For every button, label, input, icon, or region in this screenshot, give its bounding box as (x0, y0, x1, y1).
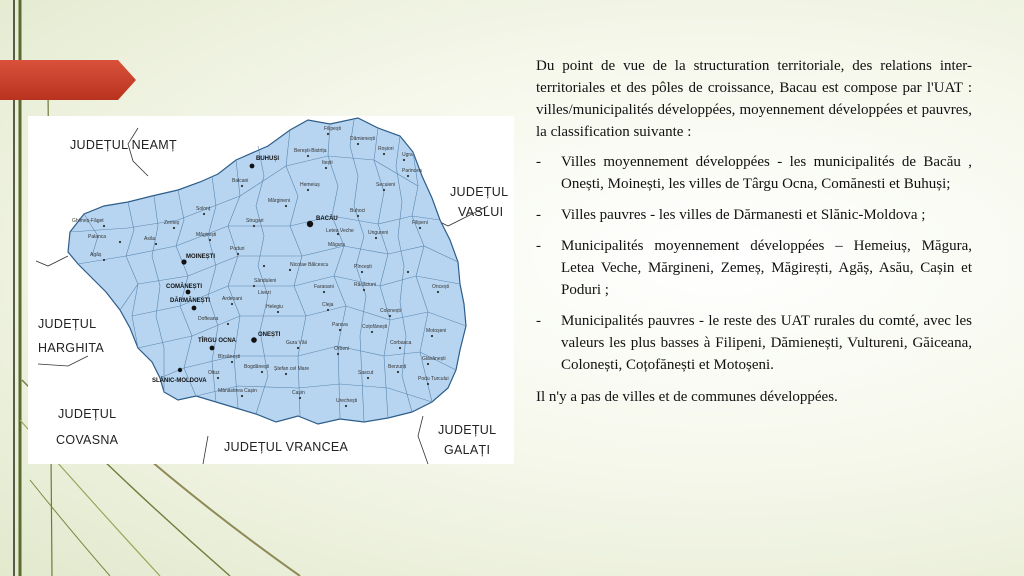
commune-label: Helegiu (266, 304, 283, 310)
commune-label: Cleja (322, 302, 334, 308)
commune-label: Oncești (432, 284, 449, 290)
commune-label: Faraoani (314, 284, 334, 290)
commune-label: Roșiori (378, 146, 394, 152)
commune-label: Palanca (88, 234, 107, 240)
county-label-harghita-2: HARGHITA (38, 341, 105, 355)
commune-label: Măgura (328, 242, 345, 248)
commune-label: Strugari (246, 218, 264, 224)
list-item (536, 204, 972, 226)
closing-paragraph: Il n'y a pas de villes et de communes développées. (536, 389, 838, 405)
county-label-vaslui-1: JUDEȚUL (450, 185, 509, 199)
commune-label: Colonești (380, 308, 401, 314)
bullet-dash: - (536, 154, 541, 170)
commune-label: Nicolae Bălcescu (290, 262, 329, 268)
commune-label: Parava (332, 322, 348, 328)
county-label-neamt: JUDEȚUL NEAMȚ (70, 138, 177, 152)
bullet-text: Villes pauvres - les villes de Dărmanesti et Slănic-Moldova ; (561, 207, 926, 223)
accent-arrow (0, 60, 136, 100)
map-svg (28, 116, 514, 464)
bullet-text: Municipalités pauvres - le reste des UAT rurales du comté, avec les valeurs les plus basses à Filipeni, Dămienești, Vultureni, Găiceana, Colonești, Coțofănești et Motoșeni. (561, 313, 972, 373)
commune-label: Coțofănești (362, 324, 388, 330)
city-slanic: SLĂNIC-MOLDOVA (152, 378, 207, 384)
commune-label: Urechești (336, 398, 358, 404)
county-label-vaslui-2: VASLUI (458, 205, 504, 219)
commune-label: Balcani (232, 178, 249, 184)
commune-label: Bîrsănești (218, 354, 241, 360)
city-bacau: BACĂU (316, 216, 338, 222)
county-label-vrancea: JUDEȚUL VRANCEA (224, 440, 349, 454)
commune-label: Măgirești (196, 232, 217, 238)
commune-label: Asău (144, 236, 156, 242)
intro-paragraph: Du point de vue de la structuration territoriale, des relations inter- territoriales et des pôles de croissance, Bacau est compose par l'UAT : villes/municipalités développées, moyennement développées et pauvres, la classification suivante : (536, 58, 972, 140)
commune-label: Itești (322, 160, 333, 166)
commune-label: Corbasca (390, 340, 412, 346)
commune-label: Solonț (196, 206, 211, 212)
commune-label: Glăvănești (422, 356, 446, 362)
county-label-galati-2: GALAȚI (444, 443, 491, 457)
commune-label: Parincea (402, 168, 422, 174)
list-item (536, 235, 972, 301)
bullet-text: Villes moyennement développées - les municipalités de Bacău , Onești, Moinești, les villes de Târgu Ocna, Comănesti et Buhuși; (561, 154, 972, 192)
commune-label: Hemeiuș (300, 182, 320, 188)
list-item (536, 310, 972, 376)
commune-label: Mărgineni (268, 198, 290, 204)
city-onesti: ONEȘTI (258, 332, 281, 338)
commune-label: Ugra (402, 152, 413, 158)
city-buhusi: BUHUȘI (256, 156, 280, 162)
slide-body (536, 55, 972, 408)
bullet-dash: - (536, 238, 541, 254)
classification-list (536, 151, 972, 376)
county-label-covasna-2: COVASNA (56, 433, 119, 447)
commune-label: Buhoci (350, 208, 366, 214)
list-item (536, 151, 972, 195)
commune-label: Podu Turcului (418, 376, 449, 382)
county-shape (68, 118, 466, 424)
city-darmanesti: DĂRMĂNEȘTI (170, 298, 210, 304)
commune-label: Ghimeș-Făget (72, 218, 104, 224)
commune-label: Ungureni (368, 230, 389, 236)
commune-label: Ștefan cel Mare (274, 366, 310, 372)
commune-label: Letea Veche (326, 228, 354, 234)
commune-label: Mănăstirea Cașin (218, 388, 257, 394)
bullet-dash: - (536, 313, 541, 329)
commune-label: Poduri (230, 246, 245, 252)
city-comanesti: COMĂNEȘTI (166, 284, 202, 290)
bacau-county-map (28, 116, 514, 464)
commune-label: Răcăciuni (354, 282, 376, 288)
bullet-dash: - (536, 207, 541, 223)
commune-label: Secuieni (376, 182, 396, 188)
commune-label: Bogdănești (244, 364, 270, 370)
commune-label: Oituz (208, 370, 220, 376)
commune-label: Berești-Bistrița (294, 148, 327, 154)
commune-label: Ardeoani (222, 296, 243, 302)
commune-label: Gura Văii (286, 340, 307, 346)
county-label-covasna-1: JUDEȚUL (58, 407, 117, 421)
commune-label: Orbeni (334, 346, 350, 352)
commune-label: Filipești (324, 126, 341, 132)
bullet-text: Municipalités moyennement développées – Hemeiuș, Măgura, Letea Veche, Mărgineni, Zemeș, Măgirești, Agăș, Asău, Cașin et Poduri ; (561, 238, 972, 298)
county-label-harghita-1: JUDEȚUL (38, 317, 97, 331)
commune-label: Dămienești (350, 136, 376, 142)
commune-label: Agăș (90, 252, 102, 258)
county-label-galati-1: JUDEȚUL (438, 423, 497, 437)
commune-label: Sănduleni (254, 278, 277, 284)
commune-label: Zemeș (164, 220, 180, 226)
commune-label: Sascut (358, 370, 374, 376)
commune-label: Cașin (292, 390, 305, 396)
commune-label: Livezi (258, 290, 271, 296)
commune-label: Filipeni (412, 220, 428, 226)
city-targu-ocna: TÎRGU OCNA (198, 338, 236, 344)
city-moinesti: MOINEȘTI (186, 254, 216, 260)
commune-label: Berzunți (388, 364, 407, 370)
commune-label: Motoșeni (426, 328, 447, 334)
commune-label: Dofteana (198, 316, 219, 322)
commune-label: Pîncești (354, 264, 372, 270)
